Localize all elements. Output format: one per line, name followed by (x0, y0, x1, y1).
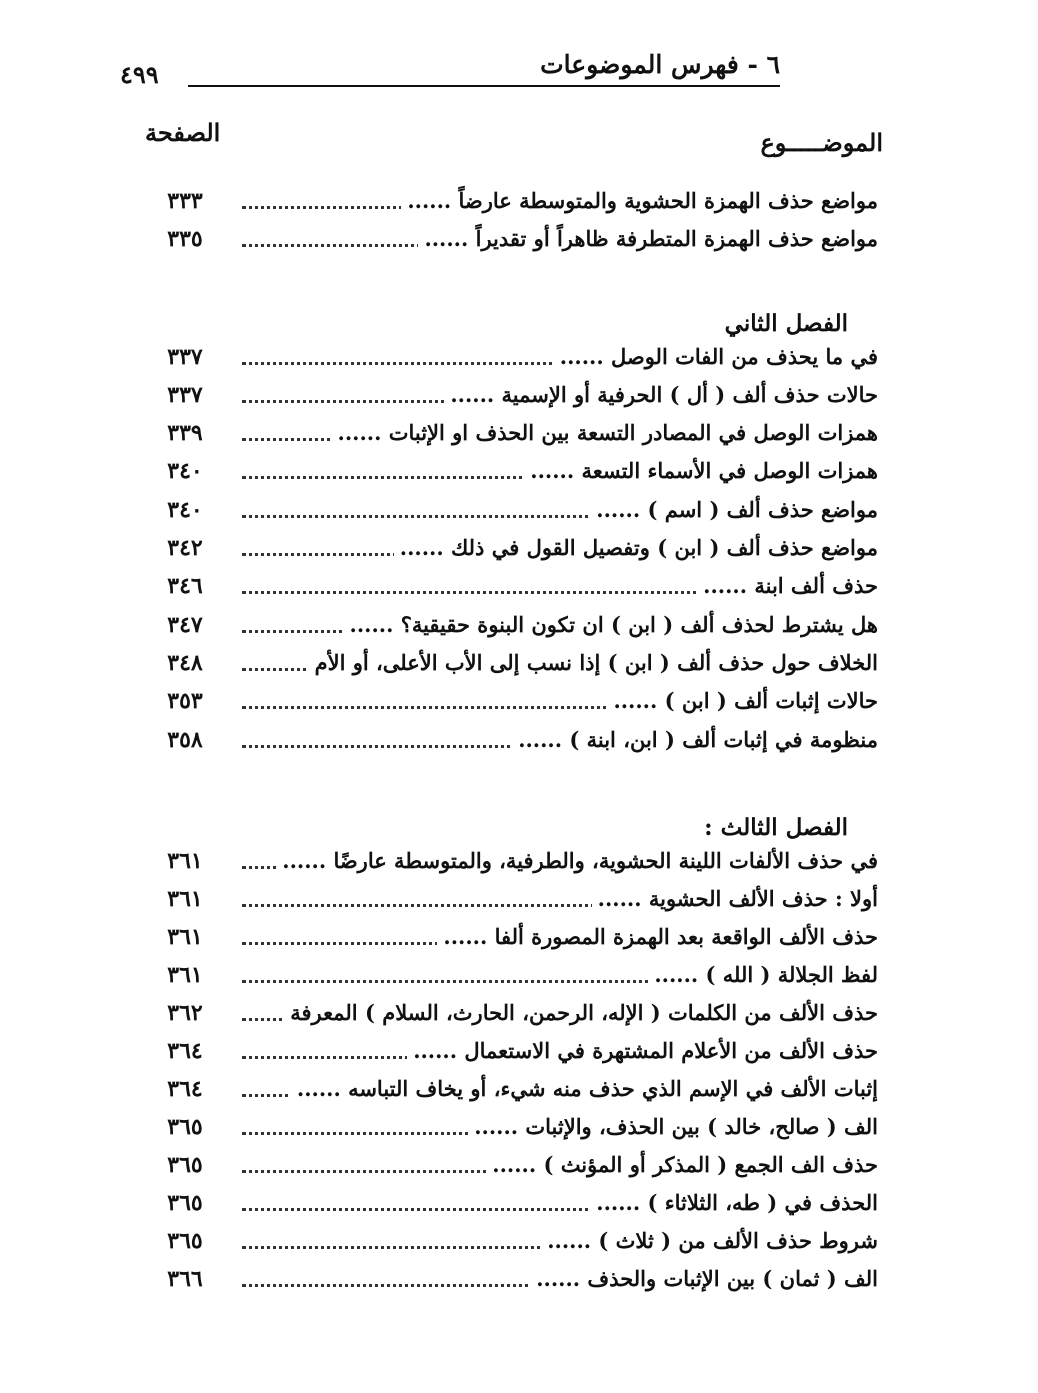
toc-entry-page: ٣٣٧ (167, 382, 203, 408)
toc-entry-page: ٣٦٥ (167, 1190, 203, 1216)
toc-entry (150, 420, 878, 456)
toc-entry-text: هل يشترط لحذف ألف ( ابن ) ان تكون البنوة حقيقية؟ ...... (344, 612, 878, 637)
toc-entry-text: الحذف في ( طه، الثلاثاء ) ...... (590, 1190, 878, 1215)
toc-entry-page: ٣٤٠ (167, 497, 203, 523)
toc-entry (150, 612, 878, 648)
toc-entry-page: ٣٤٠ (167, 458, 203, 484)
toc-entry-text: الف ( صالح، خالد ) بين الحذف، والإثبات ...... (468, 1114, 878, 1139)
toc-entry-text: حذف ألف ابنة ...... (697, 573, 878, 598)
toc-entry (150, 1266, 878, 1302)
toc-entry-text: أولا : حذف الألف الحشوية ...... (592, 886, 878, 911)
toc-entry (150, 1228, 878, 1264)
toc-entry (150, 727, 878, 763)
toc-entry (150, 1000, 878, 1036)
section-title: الفصل الثالث : (704, 814, 848, 841)
toc-entry-page: ٣٤٦ (167, 573, 203, 599)
toc-entry (150, 344, 878, 380)
toc-entry-text: في حذف الألفات اللينة الحشوية، والطرفية، والمتوسطة عارضًا ...... (276, 848, 878, 873)
toc-entry (150, 573, 878, 609)
toc-entry (150, 226, 878, 262)
column-heading-page: الصفحة (145, 118, 221, 147)
toc-entry-text: الف ( ثمان ) بين الإثبات والحذف ...... (530, 1266, 878, 1291)
section-title: الفصل الثاني (724, 310, 848, 337)
toc-entry (150, 886, 878, 922)
toc-entry-page: ٣٦٤ (167, 1038, 203, 1064)
toc-entry (150, 1114, 878, 1150)
header-page-number: ٤٩٩ (120, 60, 159, 89)
toc-entry (150, 650, 878, 686)
toc-entry (150, 1152, 878, 1188)
toc-entry-page: ٣٥٣ (167, 688, 203, 714)
toc-entry-text: حذف الألف الواقعة بعد الهمزة المصورة ألفا ...... (437, 924, 878, 949)
toc-entry-text: مواضع حذف ألف ( ابن ) وتفصيل القول في ذلك ...... (394, 535, 878, 560)
toc-entry-text: لفظ الجلالة ( الله ) ...... (648, 962, 878, 987)
toc-entry (150, 688, 878, 724)
toc-entry (150, 535, 878, 571)
toc-entry-page: ٣٦٥ (167, 1152, 203, 1178)
toc-entry-text: مواضع حذف ألف ( اسم ) ...... (590, 497, 878, 522)
toc-entry (150, 1190, 878, 1226)
page-header (120, 50, 780, 90)
toc-entry (150, 188, 878, 224)
toc-entry (150, 962, 878, 998)
toc-entry-text: حذف الف الجمع ( المذكر أو المؤنث ) ...... (486, 1152, 878, 1177)
toc-entry (150, 1038, 878, 1074)
toc-entry-page: ٣٦١ (167, 962, 203, 988)
toc-entry-text: حالات إثبات ألف ( ابن ) ...... (607, 688, 878, 713)
toc-entry (150, 848, 878, 884)
toc-entry-page: ٣٣٥ (167, 226, 203, 252)
toc-entry-page: ٣٤٨ (167, 650, 203, 676)
toc-entry-text: همزات الوصل في المصادر التسعة بين الحذف او الإثبات ...... (332, 420, 878, 445)
toc-entry-page: ٣٦٥ (167, 1114, 203, 1140)
toc-entry (150, 497, 878, 533)
header-title: ٦ - فهرس الموضوعات (540, 50, 780, 79)
toc-entry-page: ٣٣٧ (167, 344, 203, 370)
toc-entry-page: ٣٦٤ (167, 1076, 203, 1102)
toc-entry-text: حالات حذف ألف ( أل ) الحرفية أو الإسمية ...... (444, 382, 878, 407)
toc-entry-page: ٣٥٨ (167, 727, 203, 753)
toc-entry-page: ٣٣٩ (167, 420, 203, 446)
toc-entry-page: ٣٦٢ (167, 1000, 203, 1026)
toc-entry (150, 1076, 878, 1112)
toc-entry-text: حذف الألف من الكلمات ( الإله، الرحمن، الحارث، السلام ) المعرفة (284, 1000, 878, 1025)
toc-entry-text: همزات الوصل في الأسماء التسعة ...... (524, 458, 878, 483)
toc-entry (150, 924, 878, 960)
toc-entry-page: ٣٦١ (167, 848, 203, 874)
toc-entry-text: حذف الألف من الأعلام المشتهرة في الاستعمال ...... (407, 1038, 878, 1063)
toc-entry-text: إثبات الألف في الإسم الذي حذف منه شيء، أو يخاف التباسه ...... (291, 1076, 878, 1101)
toc-entry-page: ٣٦١ (167, 924, 203, 950)
toc-entry (150, 458, 878, 494)
header-rule (188, 85, 780, 87)
toc-entry-text: مواضع حذف الهمزة المتطرفة ظاهراً أو تقديراً ...... (418, 226, 878, 251)
toc-entry-page: ٣٤٢ (167, 535, 203, 561)
toc-entry-text: مواضع حذف الهمزة الحشوية والمتوسطة عارضاً ...... (401, 188, 878, 213)
toc-entry-page: ٣٣٣ (167, 188, 203, 214)
toc-entry-text: الخلاف حول حذف ألف ( ابن ) إذا نسب إلى الأب الأعلى، أو الأم (309, 650, 878, 675)
toc-entry (150, 382, 878, 418)
toc-entry-page: ٣٦١ (167, 886, 203, 912)
toc-entry-text: منظومة في إثبات ألف ( ابن، ابنة ) ...... (512, 727, 878, 752)
column-heading-topic: الموضـــــوع (760, 128, 883, 157)
toc-entry-page: ٣٤٧ (167, 612, 203, 638)
toc-entry-page: ٣٦٦ (167, 1266, 203, 1292)
toc-entry-text: شروط حذف الألف من ( ثلاث ) ...... (541, 1228, 878, 1253)
toc-entry-text: في ما يحذف من الفات الوصل ...... (554, 344, 878, 369)
toc-entry-page: ٣٦٥ (167, 1228, 203, 1254)
